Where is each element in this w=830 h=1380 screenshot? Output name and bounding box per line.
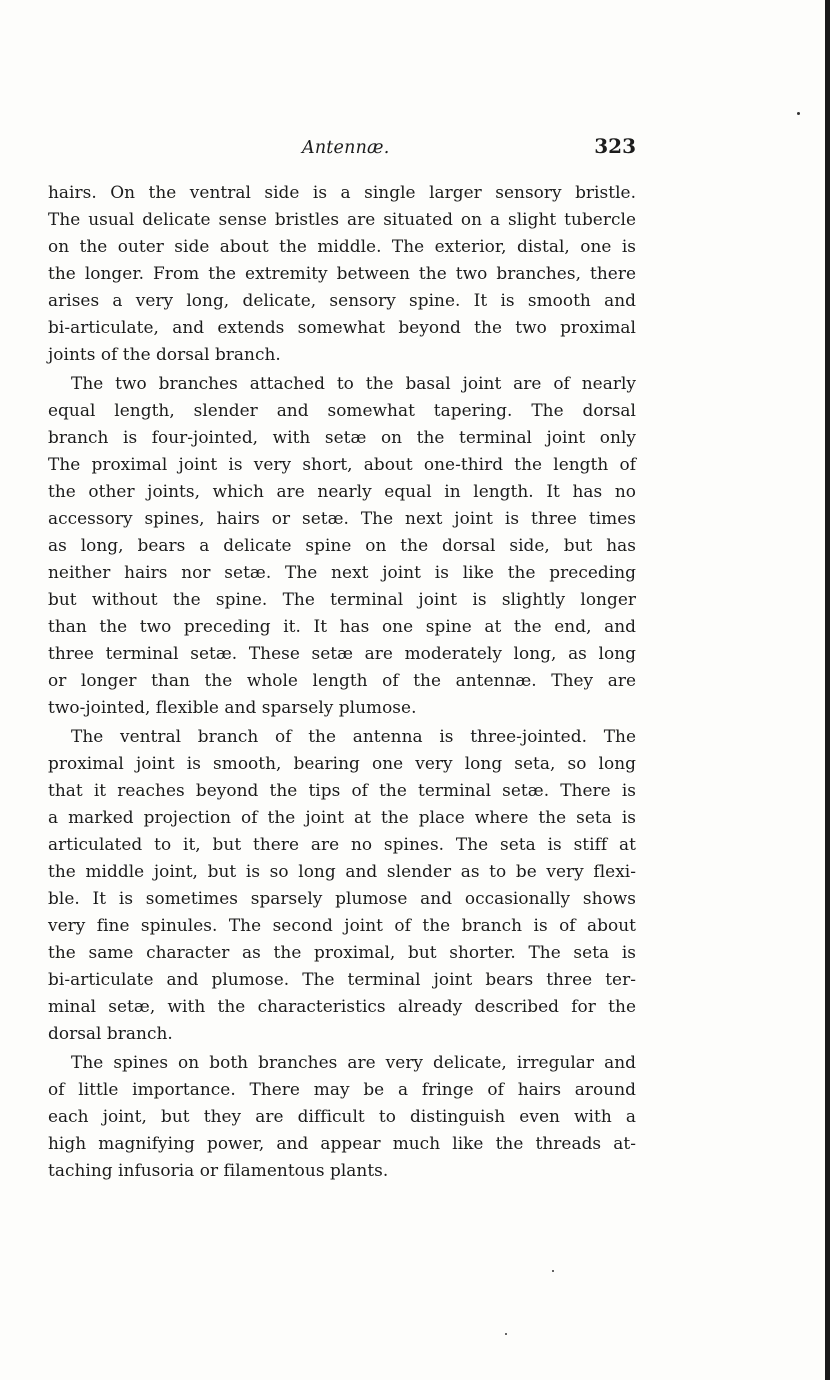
text-line: dorsal branch. (48, 1023, 173, 1043)
text-line: accessory spines, hairs or setæ. The next joint is three times (48, 508, 636, 528)
text-line: very fine spinules. The second joint of the branch is of about (48, 915, 636, 935)
text-line: neither hairs nor setæ. The next joint is like the preceding (48, 562, 636, 582)
text-line: arises a very long, delicate, sensory spine. It is smooth and (48, 290, 636, 310)
scan-speck (505, 1333, 507, 1335)
text-line: The spines on both branches are very delicate, irregular and (71, 1052, 636, 1072)
text-line: each joint, but they are difficult to distinguish even with a (48, 1106, 636, 1126)
text-line: proximal joint is smooth, bearing one very long seta, so long (48, 753, 636, 773)
text-line: branch is four-jointed, with setæ on the terminal joint only (48, 427, 636, 447)
scan-edge (825, 0, 830, 1380)
body-text (48, 179, 636, 1184)
paragraph-3 (48, 723, 636, 1047)
text-line: the longer. From the extremity between the two branches, there (48, 263, 636, 283)
text-line: equal length, slender and somewhat tapering. The dorsal (48, 400, 636, 420)
running-title: Antennæ. (302, 138, 390, 158)
text-line: hairs. On the ventral side is a single larger sensory bristle. (48, 182, 636, 202)
text-line: three terminal setæ. These setæ are moderately long, as long (48, 643, 636, 663)
text-line: The proximal joint is very short, about one-third the length of (48, 454, 636, 474)
text-line: or longer than the whole length of the antennæ. They are (48, 670, 636, 690)
text-line: high magnifying power, and appear much like the threads at- (48, 1133, 636, 1153)
scan-speck (552, 1270, 554, 1272)
text-line: The usual delicate sense bristles are situated on a slight tubercle (48, 209, 636, 229)
text-line: the same character as the proximal, but shorter. The seta is (48, 942, 636, 962)
page-header (48, 133, 638, 165)
text-line: articulated to it, but there are no spines. The seta is stiff at (48, 834, 636, 854)
text-line: that it reaches beyond the tips of the terminal setæ. There is (48, 780, 636, 800)
paragraph-1 (48, 179, 636, 368)
text-line: joints of the dorsal branch. (48, 344, 281, 364)
text-line: but without the spine. The terminal joint is slightly longer (48, 589, 636, 609)
paragraph-2 (48, 370, 636, 721)
text-line: The ventral branch of the antenna is three-jointed. The (71, 726, 636, 746)
text-line: as long, bears a delicate spine on the dorsal side, but has (48, 535, 636, 555)
text-line: the middle joint, but is so long and slender as to be very flexi- (48, 861, 636, 881)
text-line: two-jointed, flexible and sparsely plumose. (48, 697, 417, 717)
text-line: than the two preceding it. It has one spine at the end, and (48, 616, 636, 636)
page-number: 323 (594, 134, 636, 158)
text-line: minal setæ, with the characteristics already described for the (48, 996, 636, 1016)
text-line: taching infusoria or filamentous plants. (48, 1160, 389, 1180)
text-line: a marked projection of the joint at the place where the seta is (48, 807, 636, 827)
paragraph-4 (48, 1049, 636, 1184)
scan-speck (797, 112, 800, 115)
text-line: of little importance. There may be a fringe of hairs around (48, 1079, 636, 1099)
text-line: bi-articulate and plumose. The terminal joint bears three ter- (48, 969, 636, 989)
text-line: on the outer side about the middle. The exterior, distal, one is (48, 236, 636, 256)
text-line: the other joints, which are nearly equal in length. It has no (48, 481, 636, 501)
text-line: The two branches attached to the basal joint are of nearly (71, 373, 636, 393)
text-line: bi-articulate, and extends somewhat beyond the two proximal (48, 317, 636, 337)
text-line: ble. It is sometimes sparsely plumose and occasionally shows (48, 888, 636, 908)
